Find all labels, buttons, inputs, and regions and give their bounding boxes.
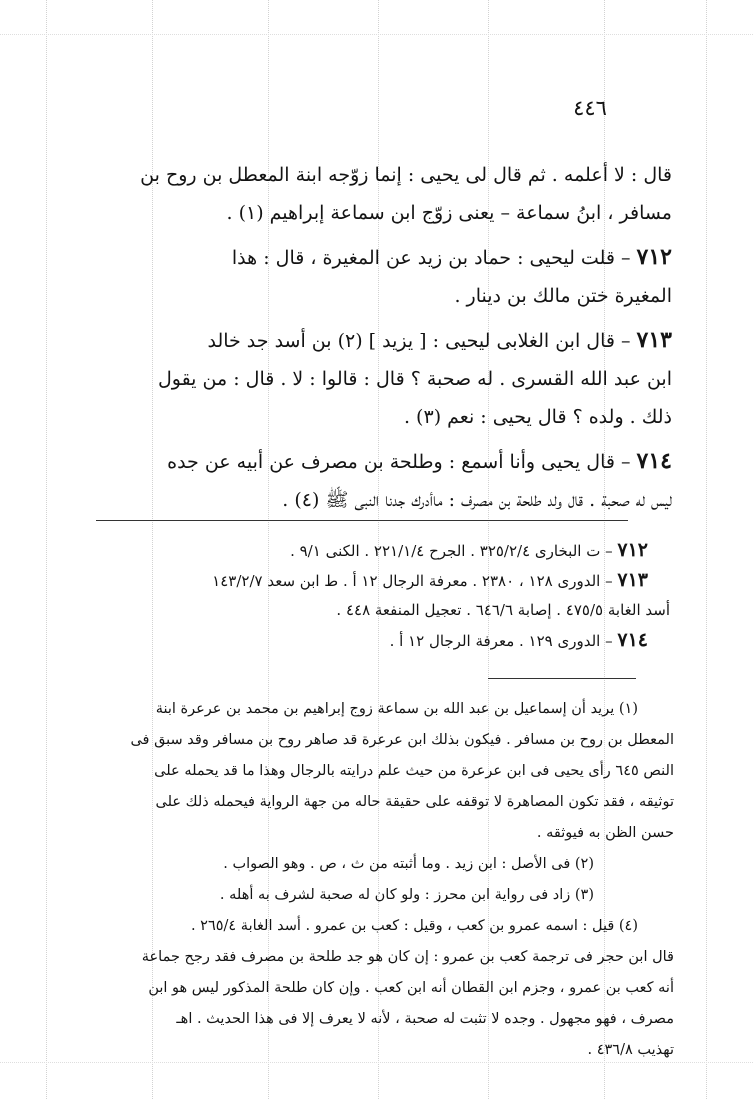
text-line: ذلك . ولده ؟ قال يحيى : نعم (٣) .	[403, 406, 672, 428]
footnote-line: النص ٦٤٥ رأى يحيى فى ابن عرعرة من حيث علم درايته بالرجال وهذا ما قد يحمله على	[154, 763, 674, 779]
text-line: ليس له صحبة . قال ولد طلحة بن مصرف : ماأدرك جدنا النبى ﷺ (٤) .	[282, 489, 672, 511]
footnote-line: مصرف ، فهو مجهول . وجده لا تثبت له صحبة ، لأنه لا يعرف إلا فى هذا الحديث . اهـ	[176, 1011, 674, 1027]
footnote-line: تهذيب ٤٣٦/٨ .	[587, 1042, 674, 1058]
reference-text: – الدورى ١٢٨ ، ٢٣٨٠ . معرفة الرجال ١٢ أ . ط ابن سعد ١٤٣/٢/٧	[212, 572, 613, 590]
page-number: ٤٤٦	[573, 96, 607, 120]
paragraph-713	[80, 321, 672, 436]
scan-dotted-line	[706, 0, 707, 1099]
text-line	[80, 238, 672, 277]
entry-number: ٧١٢	[636, 244, 672, 270]
footnote-line: حسن الظن به فيوثقه .	[536, 825, 674, 841]
footnote-line: (٢) فى الأصل : ابن زيد . وما أثبته من ث ، ص . وهو الصواب .	[223, 856, 594, 872]
footnote-line: أنه كعب بن عمرو ، وجزم ابن القطان أنه ابن كعب . وإن كان طلحة المذكور ليس هو ابن	[148, 980, 674, 996]
reference-line	[70, 625, 670, 655]
footnotes-divider	[488, 678, 636, 679]
main-text	[80, 156, 672, 519]
footnote-line: المعطل بن روح بن مسافر . فيكون بذلك ابن عرعرة قد صاهر روح بن مسافر وقد سبق فى	[130, 732, 674, 748]
footnote-line: (٤) قيل : اسمه عمرو بن كعب ، وقيل : كعب بن عمرو . أسد الغابة ٢٦٥/٤ .	[190, 918, 638, 934]
reference-line	[70, 535, 670, 565]
footnote-line: توثيقه ، فقد تكون المصاهرة لا توقفه على حقيقة حاله من جهة الرواية فيحمله ذلك على	[155, 794, 674, 810]
footnotes	[78, 694, 674, 1066]
entry-text: – قال ابن الغلابى ليحيى : [ يزيد ] (٢) بن أسد جد خالد	[207, 330, 631, 352]
entry-number: ٧١٣	[636, 327, 672, 353]
text-line: المغيرة ختن مالك بن دينار .	[454, 285, 672, 307]
reference-text: – ت البخارى ٣٢٥/٢/٤ . الجرح ٢٢١/١/٤ . الكنى ٩/١ .	[290, 542, 613, 560]
references	[70, 535, 670, 655]
reference-line	[70, 565, 670, 595]
entry-number: ٧١٤	[636, 448, 672, 474]
text-line	[80, 321, 672, 360]
entry-text: – قلت ليحيى : حماد بن زيد عن المغيرة ، قال : هذا	[231, 247, 631, 269]
references-divider	[96, 520, 628, 521]
footnote-line: (٣) زاد فى رواية ابن محرز : ولو كان له صحبة لشرف به أهله .	[219, 887, 594, 903]
text-line: قال : لا أعلمه . ثم قال لى يحيى : إنما زوّجه ابنة المعطل بن روح بن	[140, 164, 672, 186]
paragraph	[80, 156, 672, 232]
footnote-line: قال ابن حجر فى ترجمة كعب بن عمرو : إن كان هو جد طلحة بن مصرف فقد رجح جماعة	[141, 949, 674, 965]
reference-number: ٧١٢	[617, 539, 648, 561]
reference-number: ٧١٣	[617, 569, 648, 591]
reference-line: أسد الغابة ٤٧٥/٥ . إصابة ٦٤٦/٦ . تعجيل المنفعة ٤٤٨ .	[336, 601, 670, 619]
reference-number: ٧١٤	[617, 629, 648, 651]
footnote-line: (١) يريد أن إسماعيل بن عبد الله بن سماعة زوج إبراهيم بن محمد بن عرعرة ابنة	[155, 701, 638, 717]
paragraph-712	[80, 238, 672, 315]
scan-dotted-line	[46, 0, 47, 1099]
text-line: مسافر ، ابنُ سماعة – يعنى زوّج ابن سماعة إبراهيم (١) .	[226, 202, 672, 224]
text-line	[80, 442, 672, 481]
paragraph-714	[80, 442, 672, 519]
entry-text: – قال يحيى وأنا أسمع : وطلحة بن مصرف عن أبيه عن جده	[167, 451, 631, 473]
reference-text: – الدورى ١٢٩ . معرفة الرجال ١٢ أ .	[389, 632, 613, 650]
text-line: ابن عبد الله القسرى . له صحبة ؟ قال : قالوا : لا . قال : من يقول	[157, 368, 672, 390]
scan-dotted-line	[0, 34, 753, 35]
